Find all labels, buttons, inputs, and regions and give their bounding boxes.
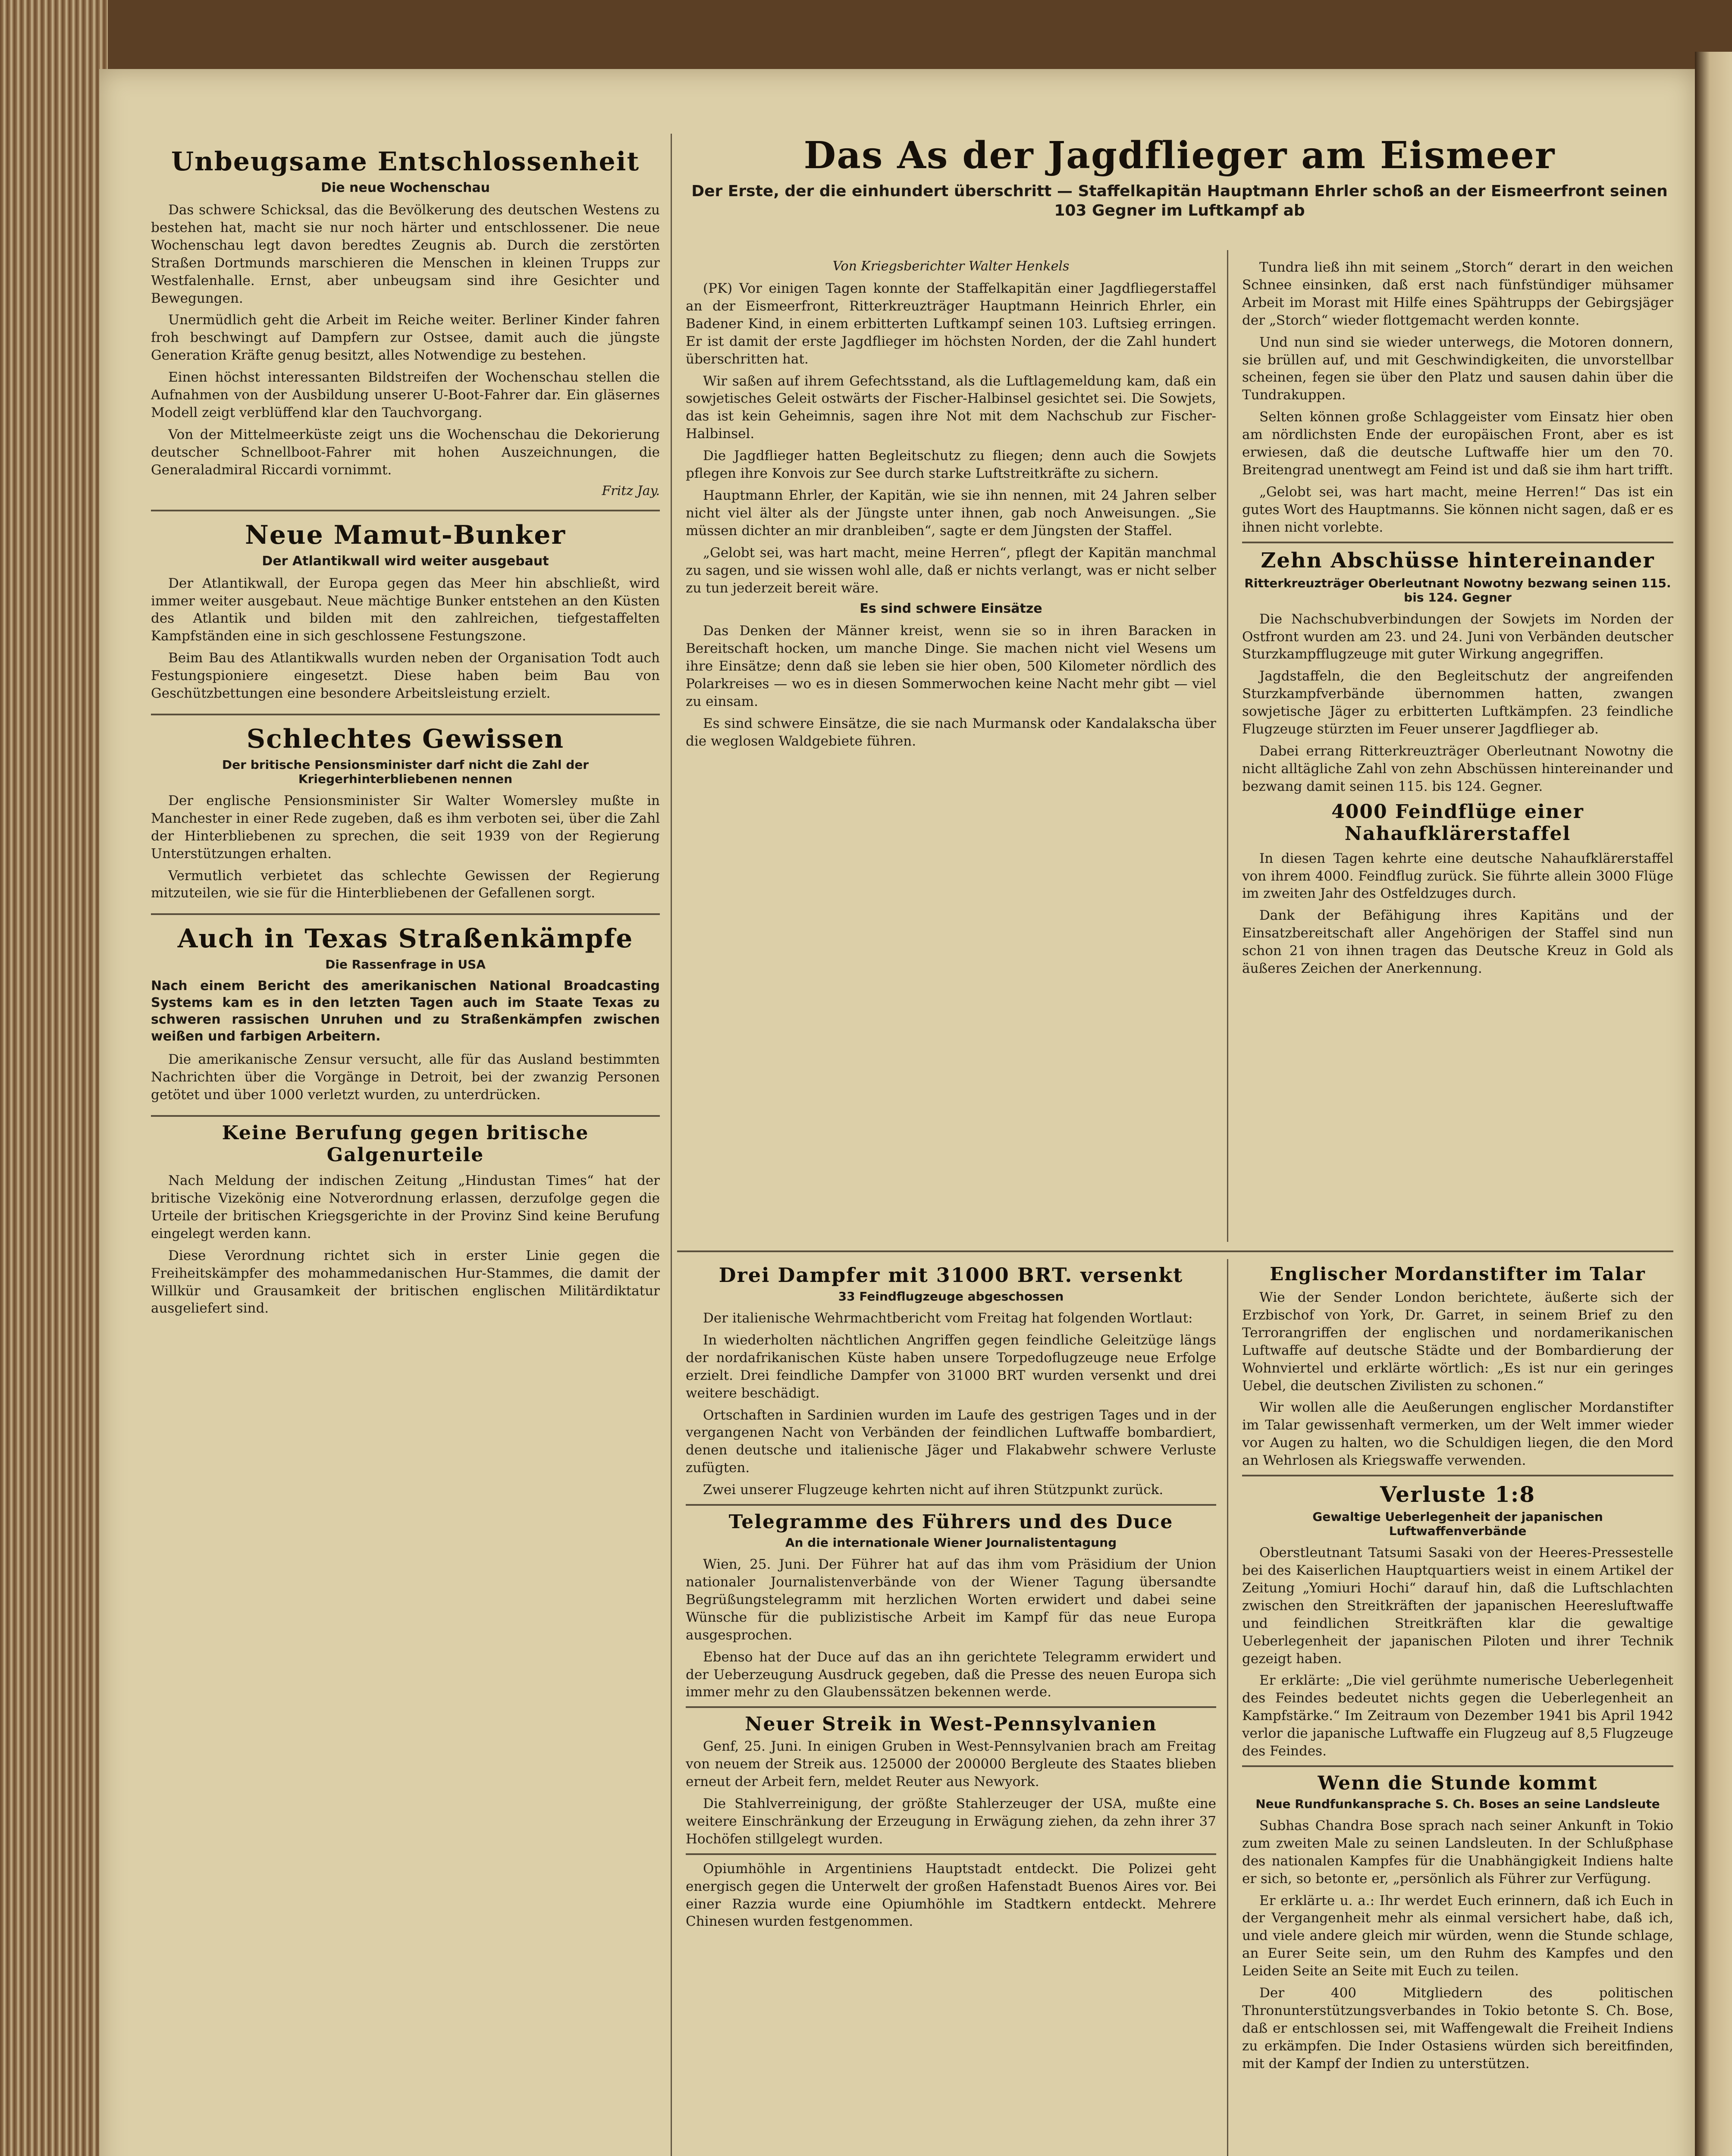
divider: [1242, 542, 1673, 543]
paragraph: Das Denken der Männer kreist, wenn sie so in ihren Baracken in Bereitschaft hocken, um manche Dinge. Sie machen nicht viel Wesens um ihre Einsätze; denn daß sie leben sie hier oben, 500 Kilometer nördlich des Polarkreises — wo es in diesen Sommerwochen keine Nacht mehr gibt — viel zu einsam.: [686, 623, 1216, 710]
column-middle-top: [686, 259, 1216, 755]
paragraph: Wir saßen auf ihrem Gefechtsstand, als die Luftlagemeldung kam, daß ein sowjetisches Geleit ostwärts der Fischer-Halbinsel gesichtet sei. Die Sowjets, das ist kein Geheimnis, sagen ihre Not mit dem Nachschub zur Fischer-Halbinsel.: [686, 373, 1216, 442]
divider-horizontal: [677, 1250, 1673, 1252]
newspaper-page: [99, 69, 1695, 2156]
paragraph: Jagdstaffeln, die den Begleitschutz der angreifenden Sturzkampfverbände übernommen hatten, zwangen sowjetische Jäger zu erbitterten Luftkämpfen. 23 feindliche Flugzeuge stürzten im Feuer unserer Jagdflieger ab.: [1242, 668, 1673, 737]
paragraph: Der 400 Mitgliedern des politischen Thronunterstützungsverbandes in Tokio betonte S. Ch. Bose, daß er entschlossen sei, mit Waffengewalt die Freiheit Indiens zu erkämpfen. Die Inder Ostasiens würden sich bereitfinden, mit der Kampf der Indien zu unterstützen.: [1242, 1985, 1673, 2071]
subheadline: An die internationale Wiener Journalistentagung: [785, 1536, 1117, 1550]
paragraph: Selten können große Schlaggeister vom Einsatz hier oben am nördlichsten Ende der europäischen Front, aber es ist erwiesen, daß die deutsche Luftwaffe hier um den 70. Breitengrad unentwegt am Feind ist und daß sie ihm hart trifft.: [1242, 409, 1673, 478]
article-galgenurteile: [151, 1122, 660, 1317]
divider: [1242, 1475, 1673, 1476]
book-spine-edge: [0, 0, 108, 2156]
paragraph: Er erklärte u. a.: Ihr werdet Euch erinnern, daß ich Euch in der Vergangenheit mehr als einmal versichert habe, daß ich, und viele andere gleich mir würden, wenn die Stunde schlage, an Eurer Seite sein, um den Ruhm des Kampfes und den Leiden Seite an Seite mit Euch zu teilen.: [1242, 1893, 1673, 1979]
subheadline: Gewaltige Ueberlegenheit der japanischen Luftwaffenverbände: [1312, 1510, 1603, 1539]
lead-headline: Das As der Jagdflieger am Eismeer: [803, 134, 1556, 177]
paragraph: Subhas Chandra Bose sprach nach seiner Ankunft in Tokio zum zweiten Male zu seinen Landsleuten. In der Schlußphase des nationalen Kampfes für die Unabhängigkeit Indiens halte er sich, so betonte er, „persönlich als Führer zur Verfügung.: [1242, 1818, 1673, 1887]
paragraph: Der Atlantikwall, der Europa gegen das Meer hin abschließt, wird immer weiter ausgebaut. Neue mächtige Bunker entstehen an den Küsten des Atlantik und bilden mit den zahlreichen, tiefgestaffelten Kampfständen eine in sich geschlossene Festungszone.: [151, 575, 660, 644]
divider: [151, 1115, 660, 1117]
divider: [151, 913, 660, 915]
divider: [686, 1504, 1216, 1506]
paragraph: Der englische Pensionsminister Sir Walter Womersley mußte in Manchester in einer Rede zugeben, daß es ihm verboten sei, über die Zahl der Hinterbliebenen zu sprechen, die seit 1939 von der Regierung Unterstützungen erhalten.: [151, 793, 660, 862]
divider: [151, 510, 660, 511]
column-left: [151, 138, 660, 1329]
paragraph: Die Nachschubverbindungen der Sowjets im Norden der Ostfront wurden am 23. und 24. Juni von Verbänden deutscher Sturzkampfflugzeuge mit guter Wirkung angegriffen.: [1242, 611, 1673, 662]
headline: Schlechtes Gewissen: [246, 724, 565, 754]
divider: [686, 1706, 1216, 1708]
headline: Telegramme des Führers und des Duce: [728, 1511, 1173, 1533]
column-right-bottom: [1242, 1263, 1673, 2077]
headline: Zehn Abschüsse hintereinander: [1261, 548, 1655, 573]
subheadline: 33 Feindflugzeuge abgeschossen: [838, 1289, 1064, 1304]
paragraph: Dabei errang Ritterkreuzträger Oberleutnant Nowotny die nicht alltägliche Zahl von zehn Abschüssen hintereinander und bezwang damit seinen 115. bis 124. Gegner.: [1242, 743, 1673, 794]
paragraph: Wie der Sender London berichtete, äußerte sich der Erzbischof von York, Dr. Garret, in seinem Brief zu den Terrorangriffen der englischen und nordamerikanischen Luftwaffe auf deutsche Städte und der Bombardierung der Wohnviertel und erklärte wörtlich: „Es ist nur ein geringes Uebel, die deutschen Zivilisten zu schonen.“: [1242, 1290, 1673, 1394]
lead-note: Nach einem Bericht des amerikanischen National Broadcasting Systems kam es in den letzten Tagen auch im Staate Texas zu schweren rassischen Unruhen und zu Straßenkämpfen zwischen weißen und farbigen Arbeitern.: [151, 978, 660, 1044]
article-bunker: [151, 520, 660, 702]
headline: Unbeugsame Entschlossenheit: [171, 147, 640, 177]
subheadline: Ritterkreuzträger Oberleutnant Nowotny bezwang seinen 115. bis 124. Gegner: [1244, 576, 1671, 605]
headline: Keine Berufung gegen britische Galgenurteile: [222, 1122, 589, 1166]
article-texas: [151, 924, 660, 1104]
headline: Auch in Texas Straßenkämpfe: [177, 924, 634, 954]
paragraph: „Gelobt sei, was hart macht, meine Herren!“ Das ist ein gutes Wort des Hauptmanns. Sie können nicht sagen, daß er es ihnen nicht vorlebte.: [1242, 484, 1673, 535]
subheadline: Neue Rundfunkansprache S. Ch. Boses an seine Landsleute: [1255, 1796, 1660, 1811]
divider: [1242, 1765, 1673, 1767]
lead-deck: Der Erste, der die einhundert überschritt — Staffelkapitän Hauptmann Ehrler schoß an der Eismeerfront seinen 103 Gegner im Luftkampf ab: [691, 182, 1668, 219]
paragraph: Diese Verordnung richtet sich in erster Linie gegen die Freiheitskämpfer des mohammedanischen Hur-Stammes, die damit der Willkür und Grausamkeit der britischen englischen Militärdiktatur ausgeliefert sind.: [151, 1247, 660, 1316]
signature: Fritz Jay.: [602, 483, 660, 498]
column-rule-1: [671, 134, 672, 2156]
paragraph: Nach Meldung der indischen Zeitung „Hindustan Times“ hat der britische Vizekönig eine Notverordnung erlassen, derzufolge gegen die Urteile der britischen Kriegsgerichte in der Provinz Sind keine Berufung eingelegt werden kann.: [151, 1173, 660, 1241]
headline: Neue Mamut-Bunker: [245, 520, 566, 550]
paragraph: Wir wollen alle die Aeußerungen englischer Mordanstifter im Talar gewissenhaft vermerken, um der Welt immer wieder vor Augen zu halten, wo die Schuldigen liegen, die den Mord an Wehrlosen als Kriegswaffe verwenden.: [1242, 1400, 1673, 1469]
paragraph: Die amerikanische Zensur versucht, alle für das Ausland bestimmten Nachrichten über die Vorgänge in Detroit, bei der zwanzig Personen getötet und über 1000 verletzt wurden, zu unterdrücken.: [151, 1052, 660, 1103]
byline: Von Kriegsberichter Walter Henkels: [832, 259, 1070, 274]
lead-header: [686, 134, 1673, 231]
paragraph: Ortschaften in Sardinien wurden im Laufe des gestrigen Tages und in der vergangenen Nacht von Verbänden der feindlichen Luftwaffe bombardiert, denen deutsche und italienische Jäger und Flakabwehr schwere Verluste zufügten.: [686, 1407, 1216, 1476]
subheadline: Die neue Wochenschau: [321, 180, 490, 195]
paragraph: Einen höchst interessanten Bildstreifen der Wochenschau stellen die Aufnahmen von der Ausbildung unserer U-Boot-Fahrer dar. Ein gläsernes Modell zeigt verblüffend klar den Tauchvorgang.: [151, 370, 660, 420]
paragraph: Die Stahlverreinigung, der größte Stahlerzeuger der USA, mußte eine weitere Einschränkung der Erzeugung in Erwägung ziehen, da zehn ihrer 37 Hochöfen stillgelegt wurden.: [686, 1796, 1216, 1847]
article-gewissen: [151, 724, 660, 902]
paragraph: Zwei unserer Flugzeuge kehrten nicht auf ihren Stützpunkt zurück.: [703, 1482, 1164, 1498]
column-rule-3: [1227, 1259, 1228, 2156]
paragraph: In diesen Tagen kehrte eine deutsche Nahaufklärerstaffel von ihrem 4000. Feindflug zurück. Sie führte allein 3000 Flüge im zweiten Jahr des Ostfeldzuges durch.: [1242, 850, 1673, 902]
section-subhead: Es sind schwere Einsätze: [860, 601, 1042, 617]
paragraph: „Gelobt sei, was hart macht, meine Herren“, pflegt der Kapitän manchmal zu sagen, und sie wissen wohl alle, daß er nichts verlangt, was er nicht selber zu tun jederzeit bereit wäre.: [686, 545, 1216, 596]
paragraph: Beim Bau des Atlantikwalls wurden neben der Organisation Todt auch Festungspioniere eingesetzt. Diese haben beim Bau von Geschützbettungen eine besondere Arbeitsleistung erzielt.: [151, 650, 660, 702]
paragraph: Wien, 25. Juni. Der Führer hat auf das ihm vom Präsidium der Union nationaler Journalistenverbände von der Wiener Tagung übersandte Begrüßungstelegramm mit herzlichen Worten erwidert und dabei seine Wünsche für die publizistische Arbeit im Kampf für das neue Europa ausgesprochen.: [686, 1557, 1216, 1643]
paragraph: Er erklärte: „Die viel gerühmte numerische Ueberlegenheit des Feindes bedeutet nichts gegen die Ueberlegenheit an Kampfstärke.“ Im Zeitraum von Dezember 1941 bis April 1942 verlor die japanische Luftwaffe ein Flugzeug auf 8,5 Flugzeuge des Feindes.: [1242, 1673, 1673, 1759]
paragraph: Ebenso hat der Duce auf das an ihn gerichtete Telegramm erwidert und der Ueberzeugung Ausdruck gegeben, daß die Presse des neuen Europa sich immer mehr zu den Glaubenssätzen bekennen werde.: [686, 1649, 1216, 1700]
paragraph: (PK) Vor einigen Tagen konnte der Staffelkapitän einer Jagdfliegerstaffel an der Eismeerfront, Ritterkreuzträger Hauptmann Heinrich Ehrler, ein Badener Kind, in einem erbitterten Luftkampf seinen 103. Luftsieg erringen. Er ist damit der erste Jagdflieger im höchsten Norden, der die Zahl hundert überschritten hat.: [686, 281, 1216, 367]
divider: [686, 1853, 1216, 1855]
subheadline: Die Rassenfrage in USA: [325, 957, 486, 972]
column-middle-bottom: [686, 1263, 1216, 1935]
paragraph: In wiederholten nächtlichen Angriffen gegen feindliche Geleitzüge längs der nordafrikanischen Küste haben unsere Torpedoflugzeuge neue Erfolge erzielt. Drei feindliche Dampfer von 31000 BRT wurden versenkt und drei weitere beschädigt.: [686, 1332, 1216, 1401]
column-rule-2: [1227, 250, 1228, 1242]
paragraph: Oberstleutnant Tatsumi Sasaki von der Heeres-Pressestelle bei des Kaiserlichen Hauptquartiers weist in einem Artikel der Zeitung „Yomiuri Hochi“ darauf hin, daß die Luftschlachten zwischen den Streitkräften der japanischen Heeresluftwaffe und feindlichen Streitkräften klar die gewaltige Ueberlegenheit der japanischen Piloten und ihrer Technik gezeigt haben.: [1242, 1545, 1673, 1667]
paragraph: Und nun sind sie wieder unterwegs, die Motoren donnern, sie brüllen auf, und mit Geschwindigkeiten, die unvorstellbar scheinen, fegen sie über den Platz und sausen dahin über die Tundrakuppen.: [1242, 334, 1673, 403]
next-page-edge: [1695, 52, 1732, 2156]
paragraph: Dank der Befähigung ihres Kapitäns und der Einsatzbereitschaft aller Angehörigen der Staffel sind nun schon 21 von ihnen tragen das Deutsche Kreuz in Gold als äußeres Zeichen der Anerkennung.: [1242, 908, 1673, 977]
paragraph: Unermüdlich geht die Arbeit im Reiche weiter. Berliner Kinder fahren froh beschwingt auf Dampfern zur Ostsee, damit auch die jüngste Generation Kräfte genug besitzt, alles Notwendige zu bestehen.: [151, 312, 660, 364]
paragraph: Es sind schwere Einsätze, die sie nach Murmansk oder Kandalakscha über die weglosen Waldgebiete führen.: [686, 715, 1216, 749]
headline: Drei Dampfer mit 31000 BRT. versenkt: [719, 1263, 1183, 1287]
paragraph: Tundra ließ ihn mit seinem „Storch“ derart in den weichen Schnee einsinken, daß erst nach fünfstündiger mühsamer Arbeit im Morast mit Hilfe eines Spähtrupps der Gebirgsjäger der „Storch“ wieder flottgemacht werden konnte.: [1242, 260, 1673, 328]
paragraph: Opiumhöhle in Argentiniens Hauptstadt entdeckt. Die Polizei geht energisch gegen die Unterwelt der großen Hafenstadt Buenos Aires vor. Bei einer Razzia wurde eine Opiumhöhle im Stadtkern entdeckt. Mehrere Chinesen wurden festgenommen.: [686, 1861, 1216, 1930]
headline: Wenn die Stunde kommt: [1318, 1772, 1598, 1794]
paragraph: Vermutlich verbietet das schlechte Gewissen der Regierung mitzuteilen, wie sie für die Hinterbliebenen der Gefallenen sorgt.: [151, 868, 660, 901]
paragraph: Das schwere Schicksal, das die Bevölkerung des deutschen Westens zu bestehen hat, macht sie nur noch härter und entschlossener. Die neue Wochenschau legt davon beredtes Zeugnis ab. Durch die zerstörten Straßen Dortmunds marschieren die Menschen in kleinen Trupps zur Westfalenhalle. Ernst, aber unbeugsam sind ihre Gesichter und Bewegungen.: [151, 202, 660, 306]
paragraph: Die Jagdflieger hatten Begleitschutz zu fliegen; denn auch die Sowjets pflegen ihre Konvois zur See durch starke Luftstreitkräfte zu sichern.: [686, 448, 1216, 482]
column-right-top: [1242, 259, 1673, 982]
paragraph: Hauptmann Ehrler, der Kapitän, wie sie ihn nennen, mit 24 Jahren selber nicht viel älter als der Jüngste unter ihnen, gab noch Anweisungen. „Sie müssen dichter an mir dranbleiben“, sagte er dem Jüngsten der Staffel.: [686, 487, 1216, 539]
subheadline: Der britische Pensionsminister darf nicht die Zahl der Kriegerhinterbliebenen nennen: [222, 757, 589, 786]
paragraph: Genf, 25. Juni. In einigen Gruben in West-Pennsylvanien brach am Freitag von neuem der Streik aus. 125000 der 200000 Bergleute des Staates blieben erneut der Arbeit fern, meldet Reuter aus Newyork.: [686, 1739, 1216, 1790]
headline: Englischer Mordanstifter im Talar: [1270, 1263, 1646, 1285]
paragraph: Von der Mittelmeerküste zeigt uns die Wochenschau die Dekorierung deutscher Schnellboot-Fahrer mit hohen Auszeichnungen, die Generaladmiral Riccardi vornimmt.: [151, 426, 660, 478]
divider: [151, 714, 660, 715]
headline: Verluste 1:8: [1380, 1482, 1536, 1507]
headline: Neuer Streik in West-Pennsylvanien: [745, 1713, 1157, 1736]
subheadline: Der Atlantikwall wird weiter ausgebaut: [262, 553, 549, 569]
paragraph: Der italienische Wehrmachtbericht vom Freitag hat folgenden Wortlaut:: [703, 1310, 1193, 1326]
headline: 4000 Feindflüge einer Nahaufklärerstaffel: [1331, 800, 1584, 845]
article-entschlossenheit: [151, 147, 660, 498]
